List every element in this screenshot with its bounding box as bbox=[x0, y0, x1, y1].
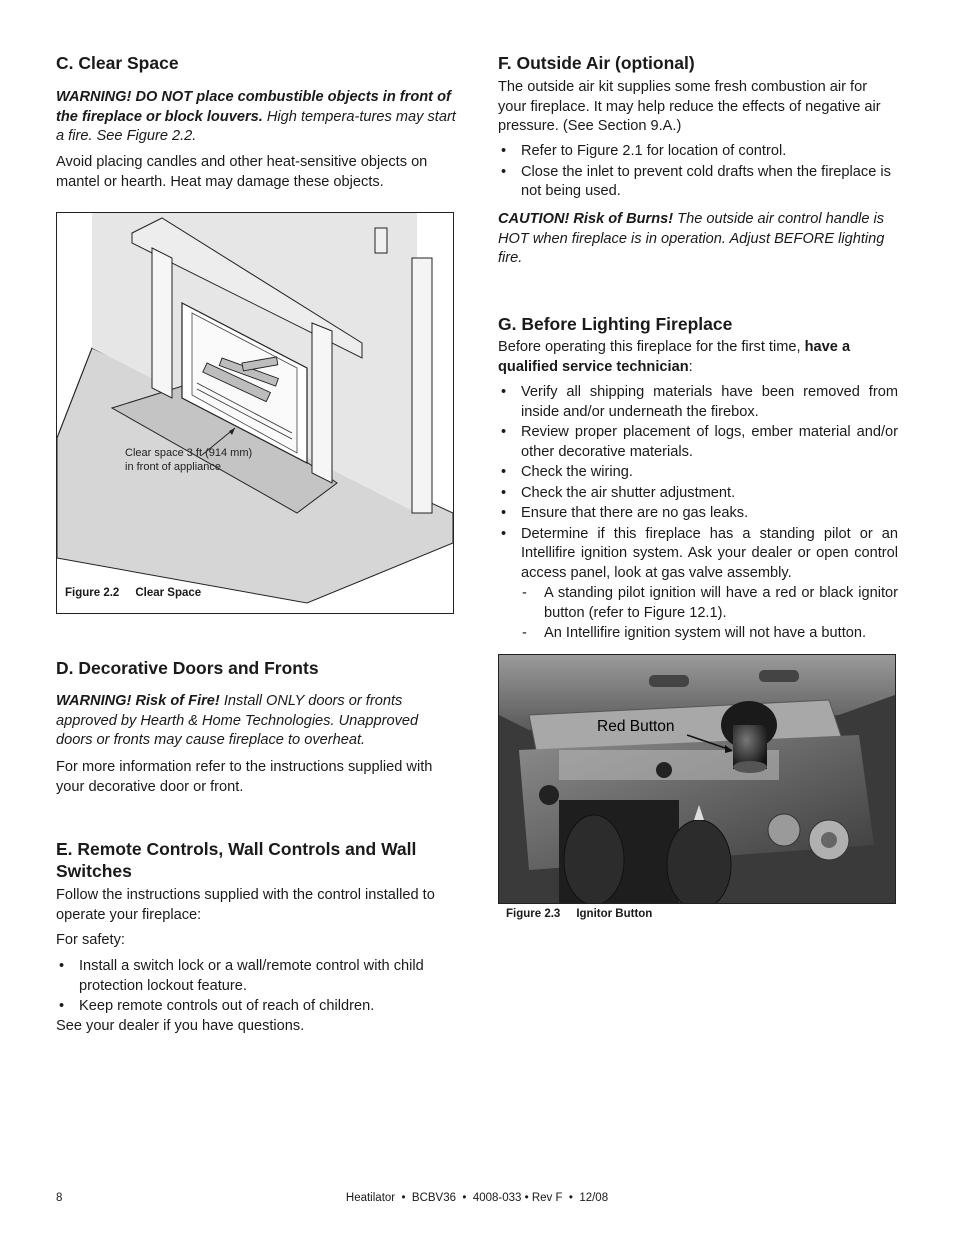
list-sub-item: - A standing pilot ignition will have a red or black ignitor button (refer to Figure 12.1). bbox=[498, 584, 898, 623]
section-f-title: F. Outside Air (optional) bbox=[498, 53, 695, 73]
section-d-warning bbox=[56, 692, 456, 751]
list-item: • Refer to Figure 2.1 for location of control. bbox=[498, 142, 898, 162]
figure-2-3-title: Ignitor Button bbox=[576, 908, 653, 920]
section-c-warning-bold: WARNING! DO NOT place combustible objects in front of the fireplace or block louvers. bbox=[56, 89, 451, 125]
section-g-bullets bbox=[498, 383, 898, 645]
figure-2-2-title: Clear Space bbox=[135, 587, 202, 599]
list-item: • Ensure that there are no gas leaks. bbox=[498, 504, 898, 524]
clear-space-annotation-line2: in front of appliance bbox=[125, 461, 222, 473]
section-g-intro-end: : bbox=[688, 358, 693, 375]
ignitor-button-photo bbox=[499, 655, 895, 903]
figure-2-3-label: Figure 2.3 bbox=[506, 908, 561, 920]
list-item: • Close the inlet to prevent cold drafts when the fireplace is not being used. bbox=[498, 163, 898, 202]
section-e-closing: See your dealer if you have questions. bbox=[56, 1018, 305, 1034]
section-d-body: For more information refer to the instructions supplied with your decorative door or front. bbox=[56, 759, 433, 795]
section-c-warning bbox=[56, 88, 456, 147]
section-g-intro-bold: have a qualified service technician bbox=[498, 339, 851, 375]
section-f-body: The outside air kit supplies some fresh combustion air for your fireplace. It may help reduce the effects of negative air pressure. (See Section 9.A.) bbox=[498, 79, 881, 134]
section-e-bullets bbox=[56, 957, 456, 1018]
section-e-title: E. Remote Controls, Wall Controls and Wall Switches bbox=[56, 839, 417, 881]
list-item: • Determine if this fireplace has a standing pilot or an Intellifire ignition system. Ask your dealer or open control access panel, look at gas valve assembly. bbox=[498, 525, 898, 584]
figure-2-2-label: Figure 2.2 bbox=[65, 587, 120, 599]
list-item: • Review proper placement of logs, ember material and/or other decorative materials. bbox=[498, 423, 898, 462]
red-button-callout: Red Button bbox=[597, 718, 675, 735]
figure-2-3 bbox=[498, 654, 896, 904]
section-c-warning-rest: High tempera-tures may start a fire. See Figure 2.2. bbox=[56, 108, 456, 144]
figure-2-2 bbox=[56, 212, 454, 614]
figure-2-2-caption bbox=[65, 587, 217, 599]
section-f-bullets bbox=[498, 142, 898, 203]
list-item: • Check the wiring. bbox=[498, 463, 898, 483]
section-c-title: C. Clear Space bbox=[56, 53, 179, 73]
section-c-body: Avoid placing candles and other heat-sensitive objects on mantel or hearth. Heat may damage these objects. bbox=[56, 154, 428, 190]
section-g-intro-plain: Before operating this fireplace for the first time, bbox=[498, 339, 805, 355]
section-f-caution-rest: The outside air control handle is HOT when fireplace is in operation. Adjust BEFORE lighting fire. bbox=[498, 211, 885, 266]
section-d-warning-rest: Install ONLY doors or fronts approved by Hearth & Home Technologies. Unapproved doors or fronts may cause fireplace to overheat. bbox=[56, 693, 419, 748]
list-item: • Verify all shipping materials have been removed from inside and/or underneath the firebox. bbox=[498, 383, 898, 422]
section-f-caution bbox=[498, 210, 898, 269]
section-d-warning-bold: WARNING! Risk of Fire! bbox=[56, 693, 220, 709]
section-e-safety: For safety: bbox=[56, 932, 125, 948]
page-number: 8 bbox=[56, 1192, 63, 1204]
footer-doc-info: Heatilator • BCBV36 • 4008-033 • Rev F • 12/08 bbox=[345, 1192, 609, 1204]
section-e-body: Follow the instructions supplied with the control installed to operate your fireplace: bbox=[56, 887, 435, 923]
list-item: • Install a switch lock or a wall/remote control with child protection lockout feature. bbox=[56, 957, 456, 996]
section-f-caution-bold: CAUTION! Risk of Burns! bbox=[498, 211, 674, 227]
fireplace-clear-space-illustration bbox=[57, 213, 453, 613]
section-g-intro bbox=[498, 338, 898, 377]
list-item: • Check the air shutter adjustment. bbox=[498, 484, 898, 504]
list-item: • Keep remote controls out of reach of children. bbox=[56, 997, 456, 1017]
list-sub-item: - An Intellifire ignition system will not have a button. bbox=[498, 624, 898, 644]
section-g-title: G. Before Lighting Fireplace bbox=[498, 314, 733, 334]
section-d-title: D. Decorative Doors and Fronts bbox=[56, 658, 319, 678]
figure-2-3-caption bbox=[506, 908, 668, 920]
clear-space-annotation-line1: Clear space 3 ft (914 mm) bbox=[125, 447, 253, 459]
